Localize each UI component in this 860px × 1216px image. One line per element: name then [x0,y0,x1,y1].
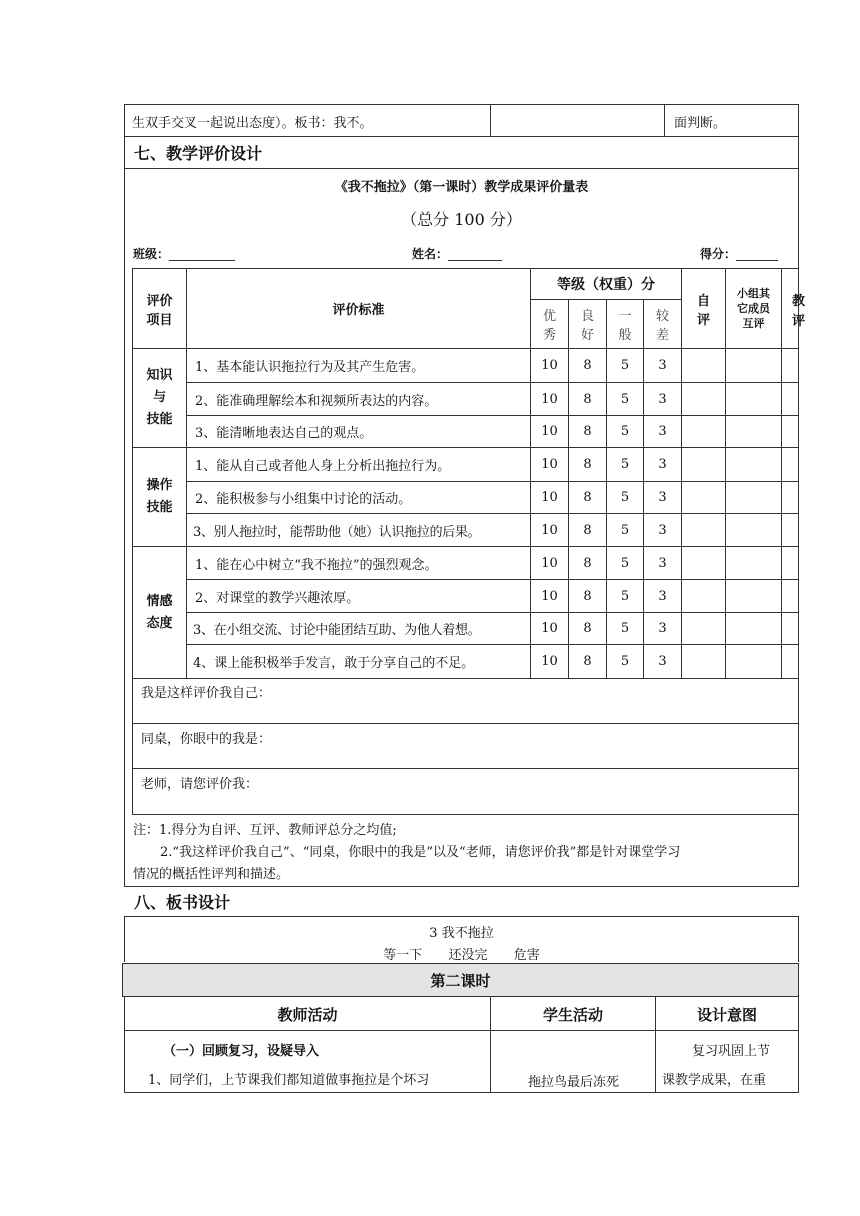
class-label: 班级： [133,247,170,261]
class-blank: ___________ [169,247,236,261]
board-word-wait: 等一下 [383,948,423,963]
score-cell: 10 [541,457,558,472]
score-cell: 5 [620,457,630,472]
score-cell: 8 [583,522,592,538]
criterion-operation-3: 3、别人拖拉时，能帮助他（她）认识拖拉的后果。 [193,524,481,540]
col-design-intent: 设计意图 [696,1005,757,1024]
level-excellent-line1: 优 [542,309,556,324]
score-cell: 3 [658,555,667,571]
score-cell: 10 [541,555,558,571]
score-cell: 8 [583,555,592,571]
teacher-eval-line1: 教 [792,294,806,309]
header-evaluation-item [133,269,186,348]
header-self-evaluation [682,269,725,348]
previous-design-intent-text: 面判断。 [674,115,727,131]
col-student-activity: 学生活动 [542,1005,603,1024]
name-field [412,245,502,262]
name-label: 姓名： [412,247,449,261]
score-label: 得分： [700,247,737,261]
previous-student-activity-text [492,106,662,136]
evaluation-total-score: （总分 100 分） [401,210,522,229]
criterion-knowledge-2: 2、能准确理解绘本和视频所表达的内容。 [195,393,438,409]
group-operation-skills [133,448,186,546]
group-line3: 互评 [742,317,765,330]
header-level-good [569,300,606,348]
score-cell: 3 [658,588,667,604]
col-teacher-activity: 教师活动 [277,1005,338,1024]
board-word-harm: 危害 [513,948,540,963]
score-cell: 5 [620,522,630,538]
score-cell: 10 [541,522,558,538]
criterion-knowledge-3: 3、能清晰地表达自己的观点。 [195,426,373,441]
student-activity-line: 拖拉鸟最后冻死 [528,1075,620,1090]
criterion-emotion-4: 4、课上能积极举手发言，敢于分享自己的不足。 [193,656,475,671]
lesson-2-title: 第二课时 [430,971,491,990]
header-teacher-evaluation [792,292,812,332]
board-title: 3 我不拖拉 [429,926,494,941]
score-field [700,245,778,262]
score-cell: 5 [620,424,630,439]
evaluation-table-title: 《我不拖拉》（第一课时）教学成果评价量表 [334,180,589,195]
score-cell: 3 [658,391,667,407]
score-cell: 10 [541,391,558,407]
score-cell: 3 [658,490,667,505]
header-item-line2: 项目 [146,312,173,328]
score-cell: 10 [541,358,558,373]
previous-teacher-activity-text: 生双手交叉一起说出态度）。板书：我不。 [132,115,373,131]
group-line2: 它成员 [737,302,770,315]
score-cell: 3 [658,424,667,439]
criterion-emotion-1: 1、能在心中树立“我不拖拉”的强烈观念。 [195,557,438,573]
board-word-unfinished: 还没完 [448,948,488,963]
level-good-line2: 好 [580,328,594,343]
group-knowledge-skills [133,349,186,447]
level-excellent-line2: 秀 [542,328,556,343]
criterion-emotion-3: 3、在小组交流、讨论中能团结互助、为他人着想。 [193,623,481,638]
group-1-line2: 与 [152,390,166,405]
score-cell: 3 [658,654,667,669]
score-cell: 5 [620,358,630,373]
class-field [133,245,235,262]
level-poor-line1: 较 [655,309,669,324]
criterion-operation-1: 1、能从自己或者他人身上分析出拖拉行为。 [195,459,451,474]
score-cell: 3 [658,621,667,636]
header-grade-weight: 等级（权重）分 [557,277,655,293]
score-cell: 10 [541,621,558,636]
self-line2: 评 [696,312,710,328]
group-emotion-attitude [133,547,186,678]
header-level-average [607,300,643,348]
score-cell: 8 [583,621,592,636]
design-intent-line2: 课教学成果，在重 [662,1073,767,1088]
header-item-line1: 评价 [146,293,173,309]
note-2-line2: 情况的概括性评判和描述。 [133,867,290,882]
criterion-operation-2: 2、能积极参与小组集中讨论的活动。 [195,492,412,507]
score-cell: 8 [583,588,592,604]
header-evaluation-standard: 评价标准 [332,303,385,318]
score-cell: 8 [583,490,592,505]
self-evaluation-prompt: 我是这样评价我自己： [141,686,272,701]
score-cell: 10 [541,588,558,604]
level-poor-line2: 差 [655,328,669,343]
teacher-evaluation-prompt: 老师，请您评价我： [141,777,259,792]
group-2-line1: 操作 [146,478,173,493]
score-cell: 3 [658,457,667,472]
board-words [124,944,799,963]
score-cell: 8 [583,424,592,439]
group-line1: 小组其 [737,287,770,300]
header-group-evaluation [726,269,781,348]
group-3-line2: 态度 [146,615,173,631]
score-cell: 3 [658,358,667,373]
teacher-activity-line: 1、同学们，上节课我们都知道做事拖拉是个坏习 [148,1073,430,1088]
level-average-line2: 般 [618,328,632,343]
deskmate-evaluation-prompt: 同桌，你眼中的我是： [141,732,272,747]
header-level-poor [644,300,681,348]
criterion-emotion-2: 2、对课堂的教学兴趣浓厚。 [195,590,360,606]
design-intent-line1: 复习巩固上节 [692,1044,771,1059]
name-blank: _________ [448,247,503,261]
group-1-line1: 知识 [146,368,173,383]
score-cell: 5 [620,654,630,669]
group-3-line1: 情感 [146,593,173,609]
score-cell: 5 [620,621,630,636]
score-cell: 5 [620,588,630,604]
section-7-title: 七、教学评价设计 [134,143,263,163]
level-average-line1: 一 [618,309,632,324]
group-2-line2: 技能 [146,500,173,515]
self-line1: 自 [696,293,710,309]
score-cell: 10 [541,654,558,669]
score-cell: 5 [620,490,630,505]
score-cell: 3 [658,522,667,538]
score-cell: 5 [620,555,630,571]
score-cell: 8 [583,457,592,472]
group-1-line3: 技能 [146,412,173,427]
score-cell: 8 [583,391,592,407]
section-8-title: 八、板书设计 [134,892,231,912]
teacher-eval-line2: 评 [792,314,806,329]
level-good-line1: 良 [580,309,594,324]
header-level-excellent [531,300,568,348]
note-1: 注：1.得分为自评、互评、教师评总分之均值; [133,823,397,838]
score-cell: 5 [620,391,630,407]
score-cell: 10 [541,490,558,505]
score-cell: 10 [541,424,558,439]
score-cell: 8 [583,654,592,669]
criterion-knowledge-1: 1、基本能认识拖拉行为及其产生危害。 [195,360,425,375]
note-2-line1: 2.“我这样评价我自己”、“同桌，你眼中的我是”以及“老师，请您评价我”都是针对课堂学习 [160,845,681,860]
step-1-title: （一）回顾复习，设疑导入 [163,1044,320,1059]
score-cell: 8 [583,358,592,373]
score-blank: _______ [736,247,779,261]
